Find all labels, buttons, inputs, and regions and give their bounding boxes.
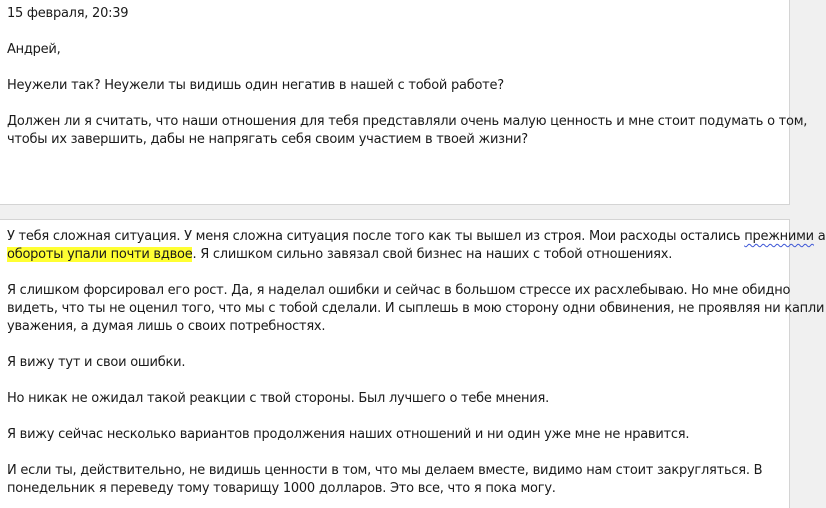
paragraph-line [7,228,826,246]
paragraph-line: чтобы их завершить, дабы не напрягать себя своим участием в твоей жизни? [7,132,528,147]
paragraph-line: Я слишком форсировал его рост. Да, я наделал ошибки и сейчас в большом стрессе их расхлебываю. Но мне обидно [7,283,791,298]
text-segment: . Я слишком сильно завязал свой бизнес на наших с тобой отношениях. [192,247,673,262]
spellcheck-flagged-word[interactable]: прежними [744,229,814,244]
paragraph-line: И если ты, действительно, не видишь ценности в том, что мы делаем вместе, видимо нам стоит закругляться. В [7,463,763,478]
message-pane-top[interactable] [0,0,808,205]
greeting: Андрей, [7,42,61,57]
paragraph-line: Неужели так? Неужели ты видишь один негатив в нашей с тобой работе? [7,78,504,93]
highlighted-text: обороты упали почти вдвое [7,247,193,262]
paragraph-line: Но никак не ожидал такой реакции с твой стороны. Был лучшего о тебе мнения. [7,391,549,406]
paragraph-line: Я вижу тут и свои ошибки. [7,355,186,370]
paragraph-line [7,246,672,264]
paragraph-line: уважения, а думая лишь о своих потребностях. [7,319,326,334]
message-date: 15 февраля, 20:39 [7,6,129,21]
text-segment: У тебя сложная ситуация. У меня сложна ситуация после того как ты вышел из строя. Мои расходы остались [7,229,745,244]
message-pane-bottom[interactable] [0,219,826,508]
text-segment: а [813,229,826,244]
paragraph-line: видеть, что ты не оценил того, что мы с тобой сделали. И сыплешь в мою сторону одни обвинения, не проявляя ни капли [7,301,825,316]
paragraph-line: понедельник я переведу тому товарищу 1000 долларов. Это все, что я пока могу. [7,481,556,496]
paragraph-line: Должен ли я считать, что наши отношения для тебя представляли очень малую ценность и мне стоит подумать о том, [7,114,808,129]
paragraph-line: Я вижу сейчас несколько вариантов продолжения наших отношений и ни один уже мне не нравится. [7,427,690,442]
pane-separator [0,205,809,219]
